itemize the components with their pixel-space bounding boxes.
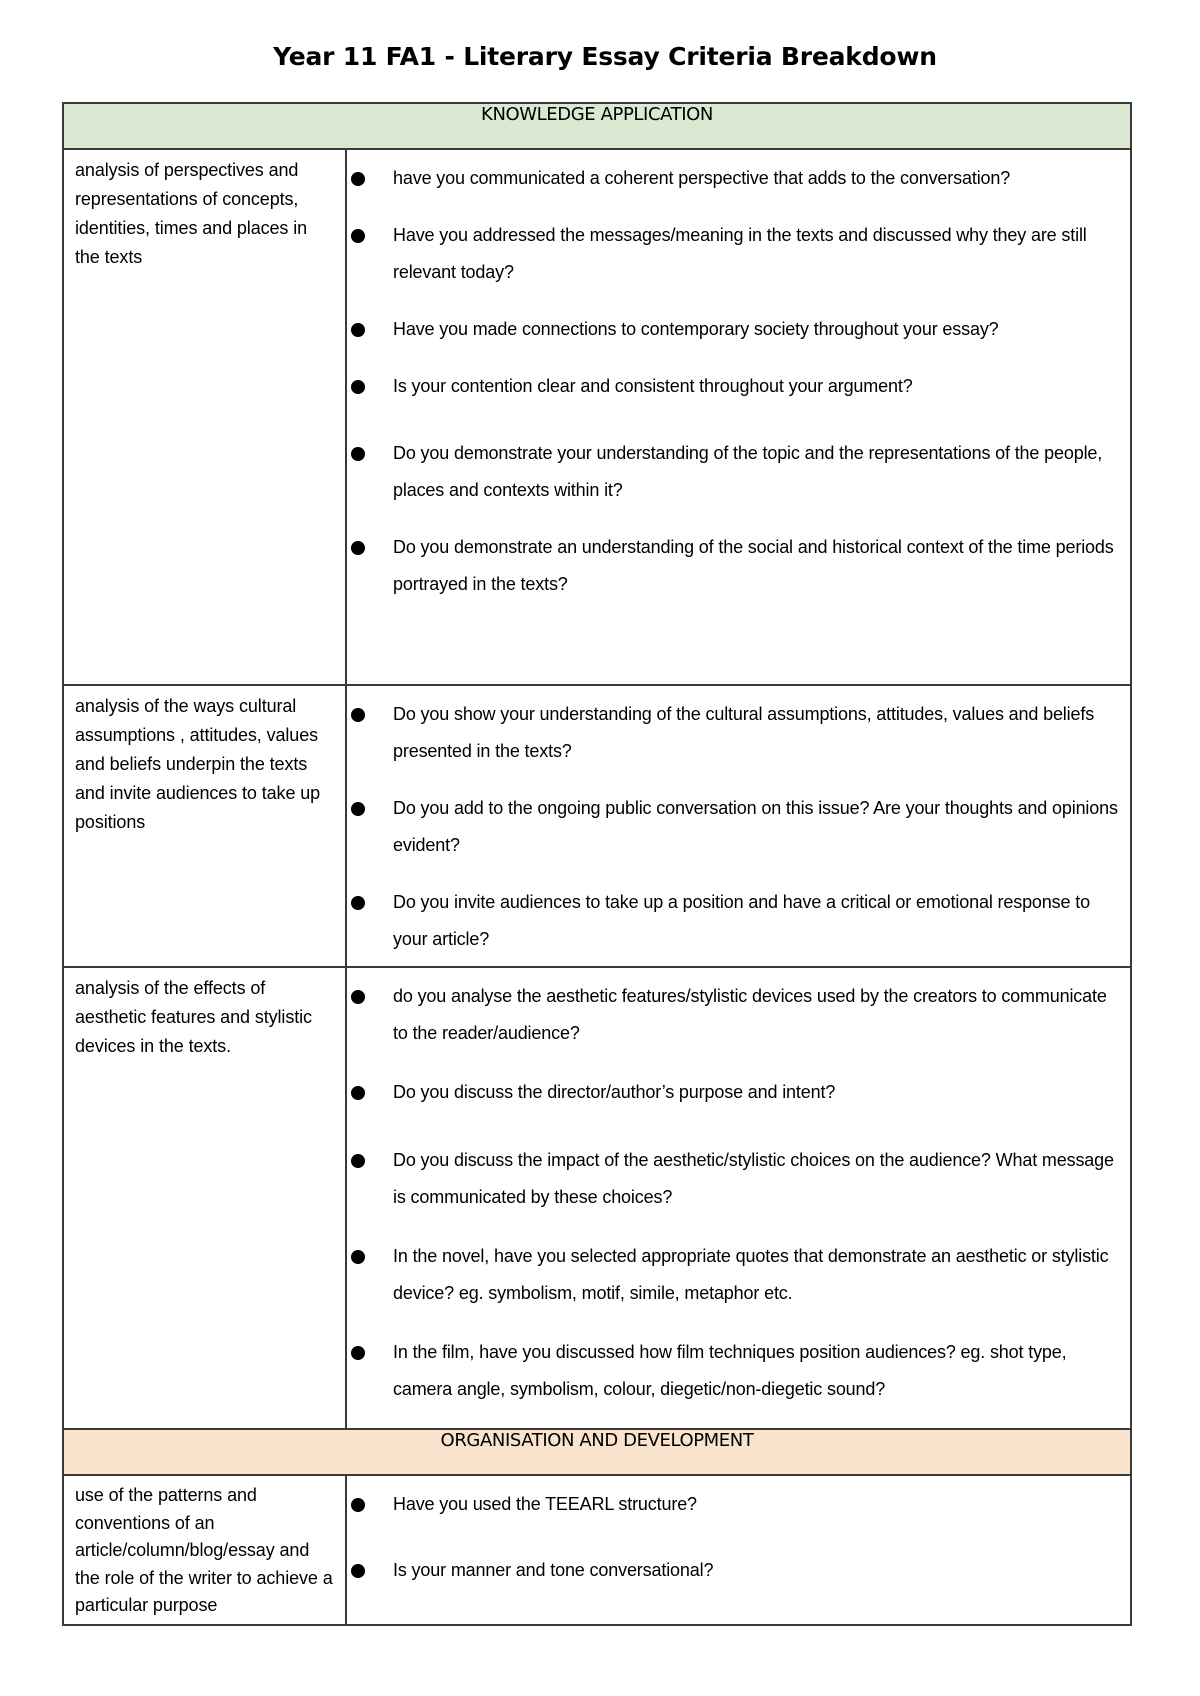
bullet-icon [351,323,365,337]
question-item [393,1142,1122,1216]
question-text: Is your contention clear and consistent throughout your argument? [393,376,913,396]
question-item [393,884,1122,958]
question-list [347,1476,1130,1589]
section-header-organisation-and-development [63,1429,1131,1475]
questions-cell [346,1475,1131,1625]
section-heading: ORGANISATION AND DEVELOPMENT [63,1429,1131,1475]
question-item [393,978,1122,1052]
question-item [393,160,1122,197]
questions-cell [346,685,1131,967]
bullet-icon [351,172,365,186]
question-text: Have you addressed the messages/meaning in the texts and discussed why they are still relevant today? [393,225,1087,282]
bullet-icon [351,1564,365,1578]
page-title: Year 11 FA1 - Literary Essay Criteria Breakdown [273,42,937,71]
question-list [347,150,1130,603]
question-item [393,217,1122,291]
section-header-knowledge-application [63,103,1131,149]
bullet-icon [351,708,365,722]
question-item [393,1238,1122,1312]
question-list [347,968,1130,1408]
questions-cell [346,967,1131,1429]
criteria-table [62,102,1132,1626]
criteria-row [63,1475,1131,1625]
criterion-text: analysis of the ways cultural assumptions , attitudes, values and beliefs underpin the texts and invite audiences to take up positions [75,696,321,832]
question-text: In the film, have you discussed how film techniques position audiences? eg. shot type, camera angle, symbolism, colour, diegetic/non-diegetic sound? [393,1342,1067,1399]
section-heading: KNOWLEDGE APPLICATION [63,103,1131,149]
bullet-icon [351,802,365,816]
bullet-icon [351,1086,365,1100]
question-item [393,1486,1122,1523]
question-text: have you communicated a coherent perspective that adds to the conversation? [393,168,1011,188]
bullet-icon [351,380,365,394]
question-item [393,1552,1122,1589]
bullet-icon [351,896,365,910]
question-item [393,311,1122,348]
criterion-text: use of the patterns and conventions of an article/column/blog/essay and the role of the writer to achieve a particular purpose [75,1485,333,1615]
question-list [347,686,1130,958]
bullet-icon [351,1498,365,1512]
bullet-icon [351,447,365,461]
question-text: Have you made connections to contemporary society throughout your essay? [393,319,999,339]
criterion-text: analysis of the effects of aesthetic features and stylistic devices in the texts. [75,978,312,1056]
question-text: Do you demonstrate your understanding of the topic and the representations of the people, places and contexts within it? [393,443,1103,500]
question-text: Do you discuss the director/author’s purpose and intent? [393,1082,836,1102]
question-text: Do you discuss the impact of the aesthetic/stylistic choices on the audience? What message is communicated by these choices? [393,1150,1114,1207]
question-item [393,696,1122,770]
question-text: Do you demonstrate an understanding of the social and historical context of the time periods portrayed in the texts? [393,537,1114,594]
criterion-cell [63,685,346,967]
question-text: Do you invite audiences to take up a position and have a critical or emotional response to your article? [393,892,1090,949]
bullet-icon [351,1154,365,1168]
question-text: Is your manner and tone conversational? [393,1560,714,1580]
question-text: Do you add to the ongoing public conversation on this issue? Are your thoughts and opinions evident? [393,798,1118,855]
question-item [393,435,1122,509]
question-text: In the novel, have you selected appropriate quotes that demonstrate an aesthetic or stylistic device? eg. symbolism, motif, simile, metaphor etc. [393,1246,1109,1303]
criterion-cell [63,1475,346,1625]
bullet-icon [351,1250,365,1264]
bullet-icon [351,990,365,1004]
criterion-cell [63,149,346,685]
criterion-text: analysis of perspectives and representations of concepts, identities, times and places in the texts [75,160,308,267]
bullet-icon [351,541,365,555]
question-item [393,790,1122,864]
bullet-icon [351,1346,365,1360]
question-item [393,1334,1122,1408]
question-text: do you analyse the aesthetic features/stylistic devices used by the creators to communicate to the reader/audience? [393,986,1107,1043]
criteria-row [63,149,1131,685]
bullet-icon [351,229,365,243]
criterion-cell [63,967,346,1429]
question-text: Have you used the TEEARL structure? [393,1494,697,1514]
question-text: Do you show your understanding of the cultural assumptions, attitudes, values and beliefs presented in the texts? [393,704,1095,761]
questions-cell [346,149,1131,685]
question-item [393,529,1122,603]
question-item [393,368,1122,405]
question-item [393,1074,1122,1111]
criteria-row [63,967,1131,1429]
criteria-row [63,685,1131,967]
